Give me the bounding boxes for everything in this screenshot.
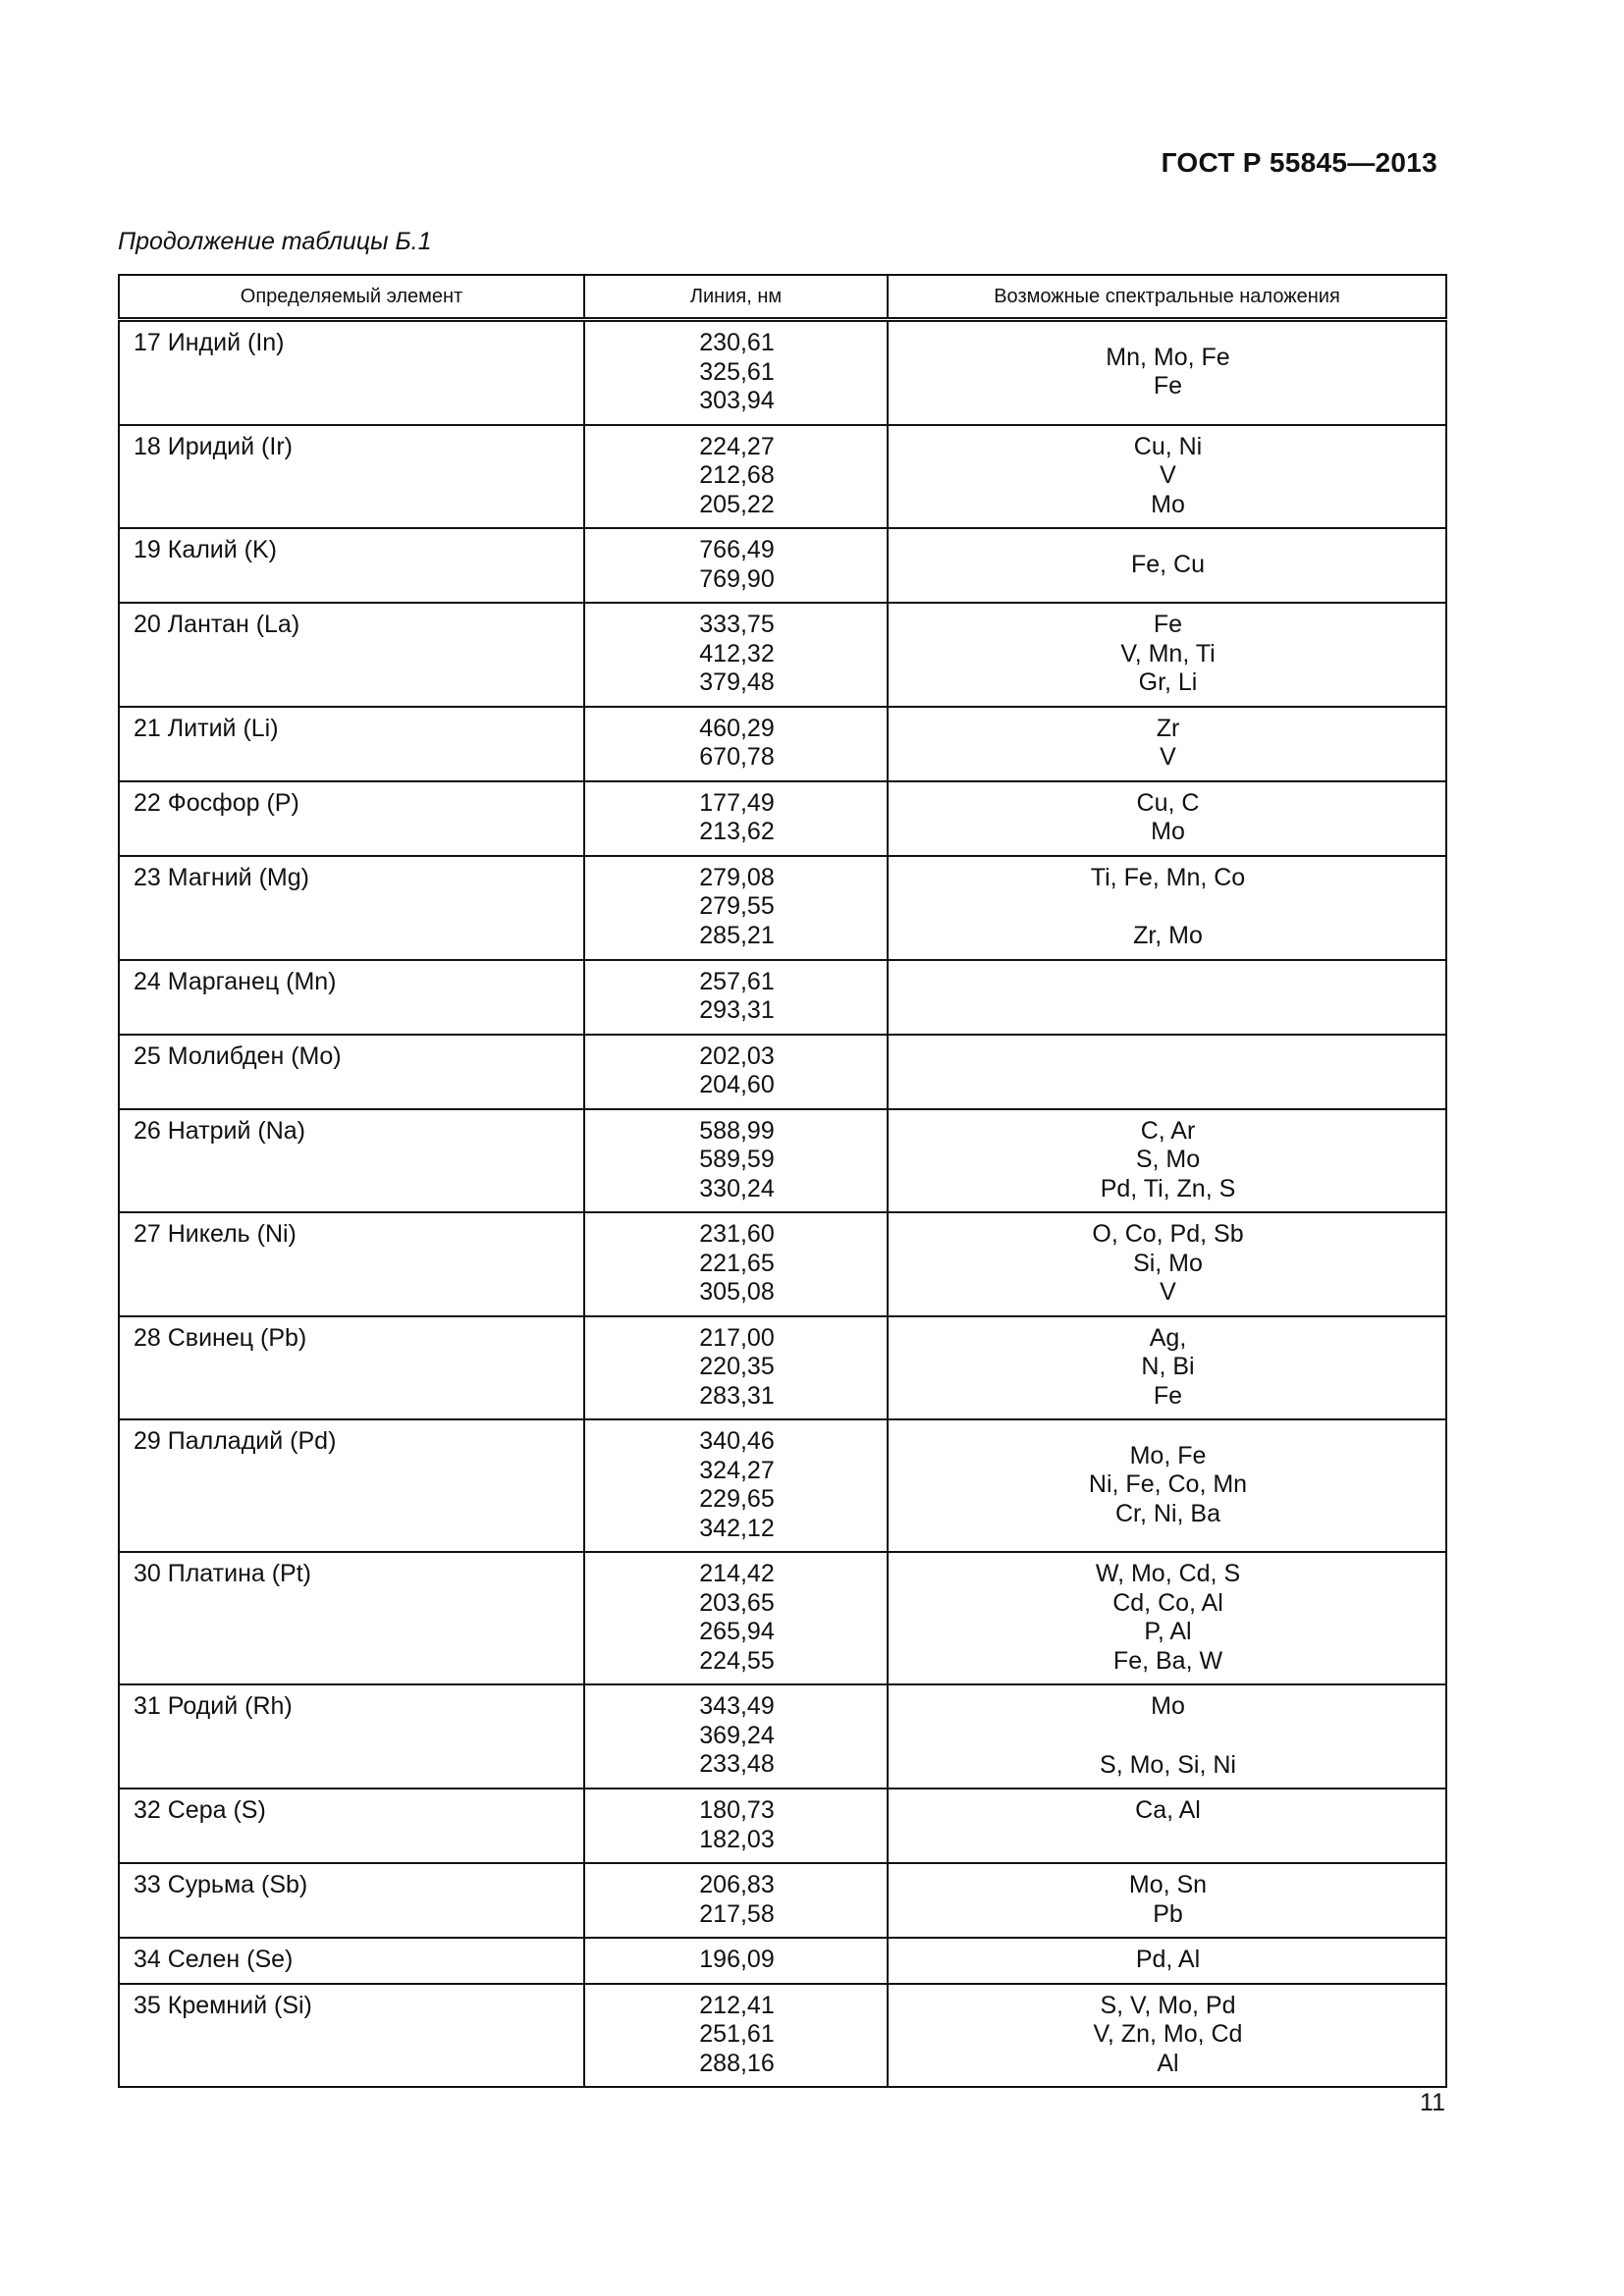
spectral-line-cell [584, 528, 888, 603]
element-name-cell: 30 Платина (Pt) [119, 1552, 584, 1684]
spectral-overlap-cell [888, 1552, 1446, 1684]
element-name-cell: 35 Кремний (Si) [119, 1984, 584, 2088]
line-value: 589,59 [699, 1146, 775, 1173]
line-value: 182,03 [699, 1825, 775, 1853]
spectral-overlap-cell [888, 960, 1446, 1035]
overlap-value: Ca, Al [1135, 1796, 1201, 1824]
overlap-value: Cu, C [1136, 788, 1200, 817]
spectral-line-cell [584, 1789, 888, 1863]
table-row [119, 1938, 1446, 1984]
table-row [119, 1863, 1446, 1938]
overlap-value: Fe [1153, 1381, 1183, 1410]
overlap-value: S, V, Mo, Pd [1100, 1991, 1236, 2019]
spectral-overlap-cell [888, 1863, 1446, 1938]
line-value: 203,65 [699, 1588, 775, 1617]
spectral-line-cell [584, 960, 888, 1035]
line-value: 369,24 [699, 1721, 775, 1749]
overlap-value: P, Al [1144, 1618, 1192, 1645]
spectral-overlap-cell [888, 1316, 1446, 1420]
overlap-value: Cr, Ni, Ba [1115, 1499, 1220, 1527]
spectral-overlap-cell [888, 425, 1446, 529]
element-name-cell: 17 Индий (In) [119, 320, 584, 425]
spectral-overlap-cell [888, 1212, 1446, 1316]
overlap-value: Fe [1153, 372, 1183, 400]
spectral-line-cell [584, 1984, 888, 2088]
overlap-value: Mo [1151, 490, 1185, 518]
line-value: 217,00 [699, 1323, 775, 1352]
spectral-overlap-cell [888, 1938, 1446, 1984]
spectral-overlap-cell [888, 1419, 1446, 1552]
element-name-cell: 33 Сурьма (Sb) [119, 1863, 584, 1938]
line-value: 204,60 [699, 1071, 775, 1098]
line-value: 212,68 [699, 461, 775, 489]
line-value: 333,75 [699, 611, 775, 638]
element-name-cell: 25 Молибден (Mo) [119, 1035, 584, 1109]
spectral-line-cell [584, 603, 888, 707]
line-value: 343,49 [699, 1692, 775, 1720]
table-row [119, 1212, 1446, 1316]
overlap-value: Pd, Ti, Zn, S [1100, 1174, 1236, 1202]
line-value: 460,29 [699, 714, 775, 742]
line-value: 279,08 [699, 863, 775, 891]
element-name-cell: 21 Литий (Li) [119, 707, 584, 781]
element-name-cell: 18 Иридий (Ir) [119, 425, 584, 529]
element-name-cell: 24 Марганец (Mn) [119, 960, 584, 1035]
spectral-overlap-cell [888, 528, 1446, 603]
element-name-cell: 22 Фосфор (P) [119, 781, 584, 856]
overlap-value: S, Mo, Si, Ni [1100, 1750, 1236, 1779]
spectral-line-cell [584, 1035, 888, 1109]
column-header-line: Линия, нм [584, 275, 888, 320]
line-value: 257,61 [699, 967, 775, 995]
line-value: 212,41 [699, 1991, 775, 2019]
spectral-line-cell [584, 1212, 888, 1316]
spectral-overlap-cell [888, 1035, 1446, 1109]
line-value: 251,61 [699, 2020, 775, 2048]
line-value: 230,61 [699, 329, 775, 356]
line-value: 217,58 [699, 1899, 775, 1928]
table-row [119, 1552, 1446, 1684]
table-row [119, 781, 1446, 856]
overlap-value: Ti, Fe, Mn, Co [1090, 863, 1246, 891]
line-value: 221,65 [699, 1249, 775, 1277]
spectral-lines-table [118, 274, 1447, 2088]
overlap-value: Cd, Co, Al [1112, 1588, 1223, 1617]
line-value: 324,27 [699, 1456, 775, 1484]
table-row [119, 960, 1446, 1035]
overlap-value: V [1160, 1278, 1176, 1306]
overlap-value: Zr, Mo [1133, 922, 1203, 949]
spectral-overlap-cell [888, 856, 1446, 960]
spectral-line-cell [584, 1552, 888, 1684]
overlap-spacer [902, 1722, 1434, 1751]
line-value: 283,31 [699, 1381, 775, 1410]
overlap-value: O, Co, Pd, Sb [1092, 1220, 1244, 1248]
overlap-value: Gr, Li [1138, 668, 1198, 696]
element-name-cell: 23 Магний (Mg) [119, 856, 584, 960]
table-row [119, 707, 1446, 781]
overlap-value: V, Mn, Ti [1120, 639, 1216, 667]
element-name-cell: 19 Калий (K) [119, 528, 584, 603]
spectral-overlap-cell [888, 1789, 1446, 1863]
column-header-element: Определяемый элемент [119, 275, 584, 320]
line-value: 769,90 [699, 564, 775, 593]
overlap-value: Cu, Ni [1133, 432, 1203, 460]
table-body [119, 320, 1446, 2088]
overlap-value: Fe, Cu [1130, 550, 1206, 578]
table-row [119, 1316, 1446, 1420]
line-value: 305,08 [699, 1278, 775, 1306]
line-value: 202,03 [699, 1041, 775, 1070]
table-row [119, 1789, 1446, 1863]
overlap-value: V, Zn, Mo, Cd [1093, 2020, 1243, 2048]
element-name-cell: 28 Свинец (Pb) [119, 1316, 584, 1420]
spectral-line-cell [584, 707, 888, 781]
line-value: 233,48 [699, 1750, 775, 1778]
spectral-line-cell [584, 1419, 888, 1552]
overlap-value: Fe [1153, 611, 1183, 638]
spectral-overlap-cell [888, 1984, 1446, 2088]
line-value: 293,31 [699, 996, 775, 1024]
line-value: 229,65 [699, 1485, 775, 1513]
line-value: 285,21 [699, 921, 775, 949]
overlap-value: Mo [1151, 818, 1185, 845]
overlap-value: Fe, Ba, W [1112, 1646, 1223, 1675]
element-name-cell: 32 Сера (S) [119, 1789, 584, 1863]
overlap-value: Ag, [1149, 1323, 1187, 1352]
element-name-cell: 26 Натрий (Na) [119, 1109, 584, 1213]
overlap-value: S, Mo [1135, 1146, 1201, 1173]
line-value: 288,16 [699, 2049, 775, 2077]
spectral-overlap-cell [888, 320, 1446, 425]
spectral-line-cell [584, 1316, 888, 1420]
overlap-value: Zr [1156, 714, 1180, 742]
line-value: 213,62 [699, 818, 775, 845]
line-value: 224,27 [699, 432, 775, 460]
table-row [119, 425, 1446, 529]
spectral-line-cell [584, 320, 888, 425]
table-row [119, 1109, 1446, 1213]
spectral-line-cell [584, 1109, 888, 1213]
overlap-value: Pb [1153, 1899, 1183, 1928]
spectral-line-cell [584, 1938, 888, 1984]
overlap-value: Al [1157, 2049, 1179, 2077]
overlap-spacer [902, 892, 1434, 922]
line-value: 303,94 [699, 387, 775, 414]
table-caption: Продолжение таблицы Б.1 [118, 228, 432, 255]
spectral-overlap-cell [888, 603, 1446, 707]
line-value: 342,12 [699, 1514, 775, 1542]
standard-number: ГОСТ Р 55845—2013 [1161, 147, 1437, 178]
line-value: 214,42 [699, 1560, 775, 1587]
overlap-value: C, Ar [1140, 1116, 1196, 1145]
spectral-overlap-cell [888, 1109, 1446, 1213]
overlap-value: Si, Mo [1133, 1249, 1203, 1277]
spectral-overlap-cell [888, 781, 1446, 856]
table-row [119, 603, 1446, 707]
overlap-value: V [1160, 743, 1176, 771]
line-value: 379,48 [699, 668, 775, 696]
table-row [119, 1984, 1446, 2088]
line-value: 340,46 [699, 1427, 775, 1455]
line-value: 180,73 [699, 1796, 775, 1824]
line-value: 220,35 [699, 1353, 775, 1380]
line-value: 412,32 [699, 639, 775, 667]
element-name-cell: 27 Никель (Ni) [119, 1212, 584, 1316]
element-name-cell: 34 Селен (Se) [119, 1938, 584, 1984]
table-row [119, 1684, 1446, 1789]
line-value: 196,09 [699, 1946, 775, 1973]
element-name-cell: 20 Лантан (La) [119, 603, 584, 707]
spectral-line-cell [584, 1863, 888, 1938]
line-value: 279,55 [699, 892, 775, 920]
line-value: 206,83 [699, 1871, 775, 1898]
line-value: 325,61 [699, 357, 775, 386]
overlap-value: W, Mo, Cd, S [1095, 1560, 1241, 1587]
spectral-overlap-cell [888, 1684, 1446, 1789]
line-value: 330,24 [699, 1174, 775, 1202]
line-value: 766,49 [699, 536, 775, 563]
element-name-cell: 31 Родий (Rh) [119, 1684, 584, 1789]
overlap-value: Mo, Sn [1128, 1871, 1208, 1898]
overlap-value: N, Bi [1141, 1353, 1195, 1380]
table-row [119, 1419, 1446, 1552]
spectral-line-cell [584, 1684, 888, 1789]
overlap-value: Mo, Fe [1129, 1441, 1207, 1469]
line-value: 231,60 [699, 1220, 775, 1248]
element-name-cell: 29 Палладий (Pd) [119, 1419, 584, 1552]
overlap-value: Pd, Al [1135, 1946, 1201, 1973]
table-row [119, 856, 1446, 960]
spectral-line-cell [584, 781, 888, 856]
overlap-value: Mn, Mo, Fe [1106, 343, 1230, 371]
table-row [119, 320, 1446, 425]
table-header-row [119, 275, 1446, 320]
line-value: 224,55 [699, 1646, 775, 1675]
line-value: 177,49 [699, 788, 775, 817]
spectral-line-cell [584, 425, 888, 529]
overlap-value: V [1160, 461, 1176, 489]
table-row [119, 528, 1446, 603]
spectral-overlap-cell [888, 707, 1446, 781]
table-row [119, 1035, 1446, 1109]
overlap-value: Ni, Fe, Co, Mn [1088, 1470, 1248, 1499]
line-value: 670,78 [699, 743, 775, 771]
line-value: 265,94 [699, 1618, 775, 1645]
line-value: 588,99 [699, 1116, 775, 1145]
spectral-line-cell [584, 856, 888, 960]
overlap-value: Mo [1151, 1692, 1185, 1720]
page-number: 11 [1420, 2089, 1445, 2116]
column-header-overlaps: Возможные спектральные наложения [888, 275, 1446, 320]
line-value: 205,22 [699, 490, 775, 518]
